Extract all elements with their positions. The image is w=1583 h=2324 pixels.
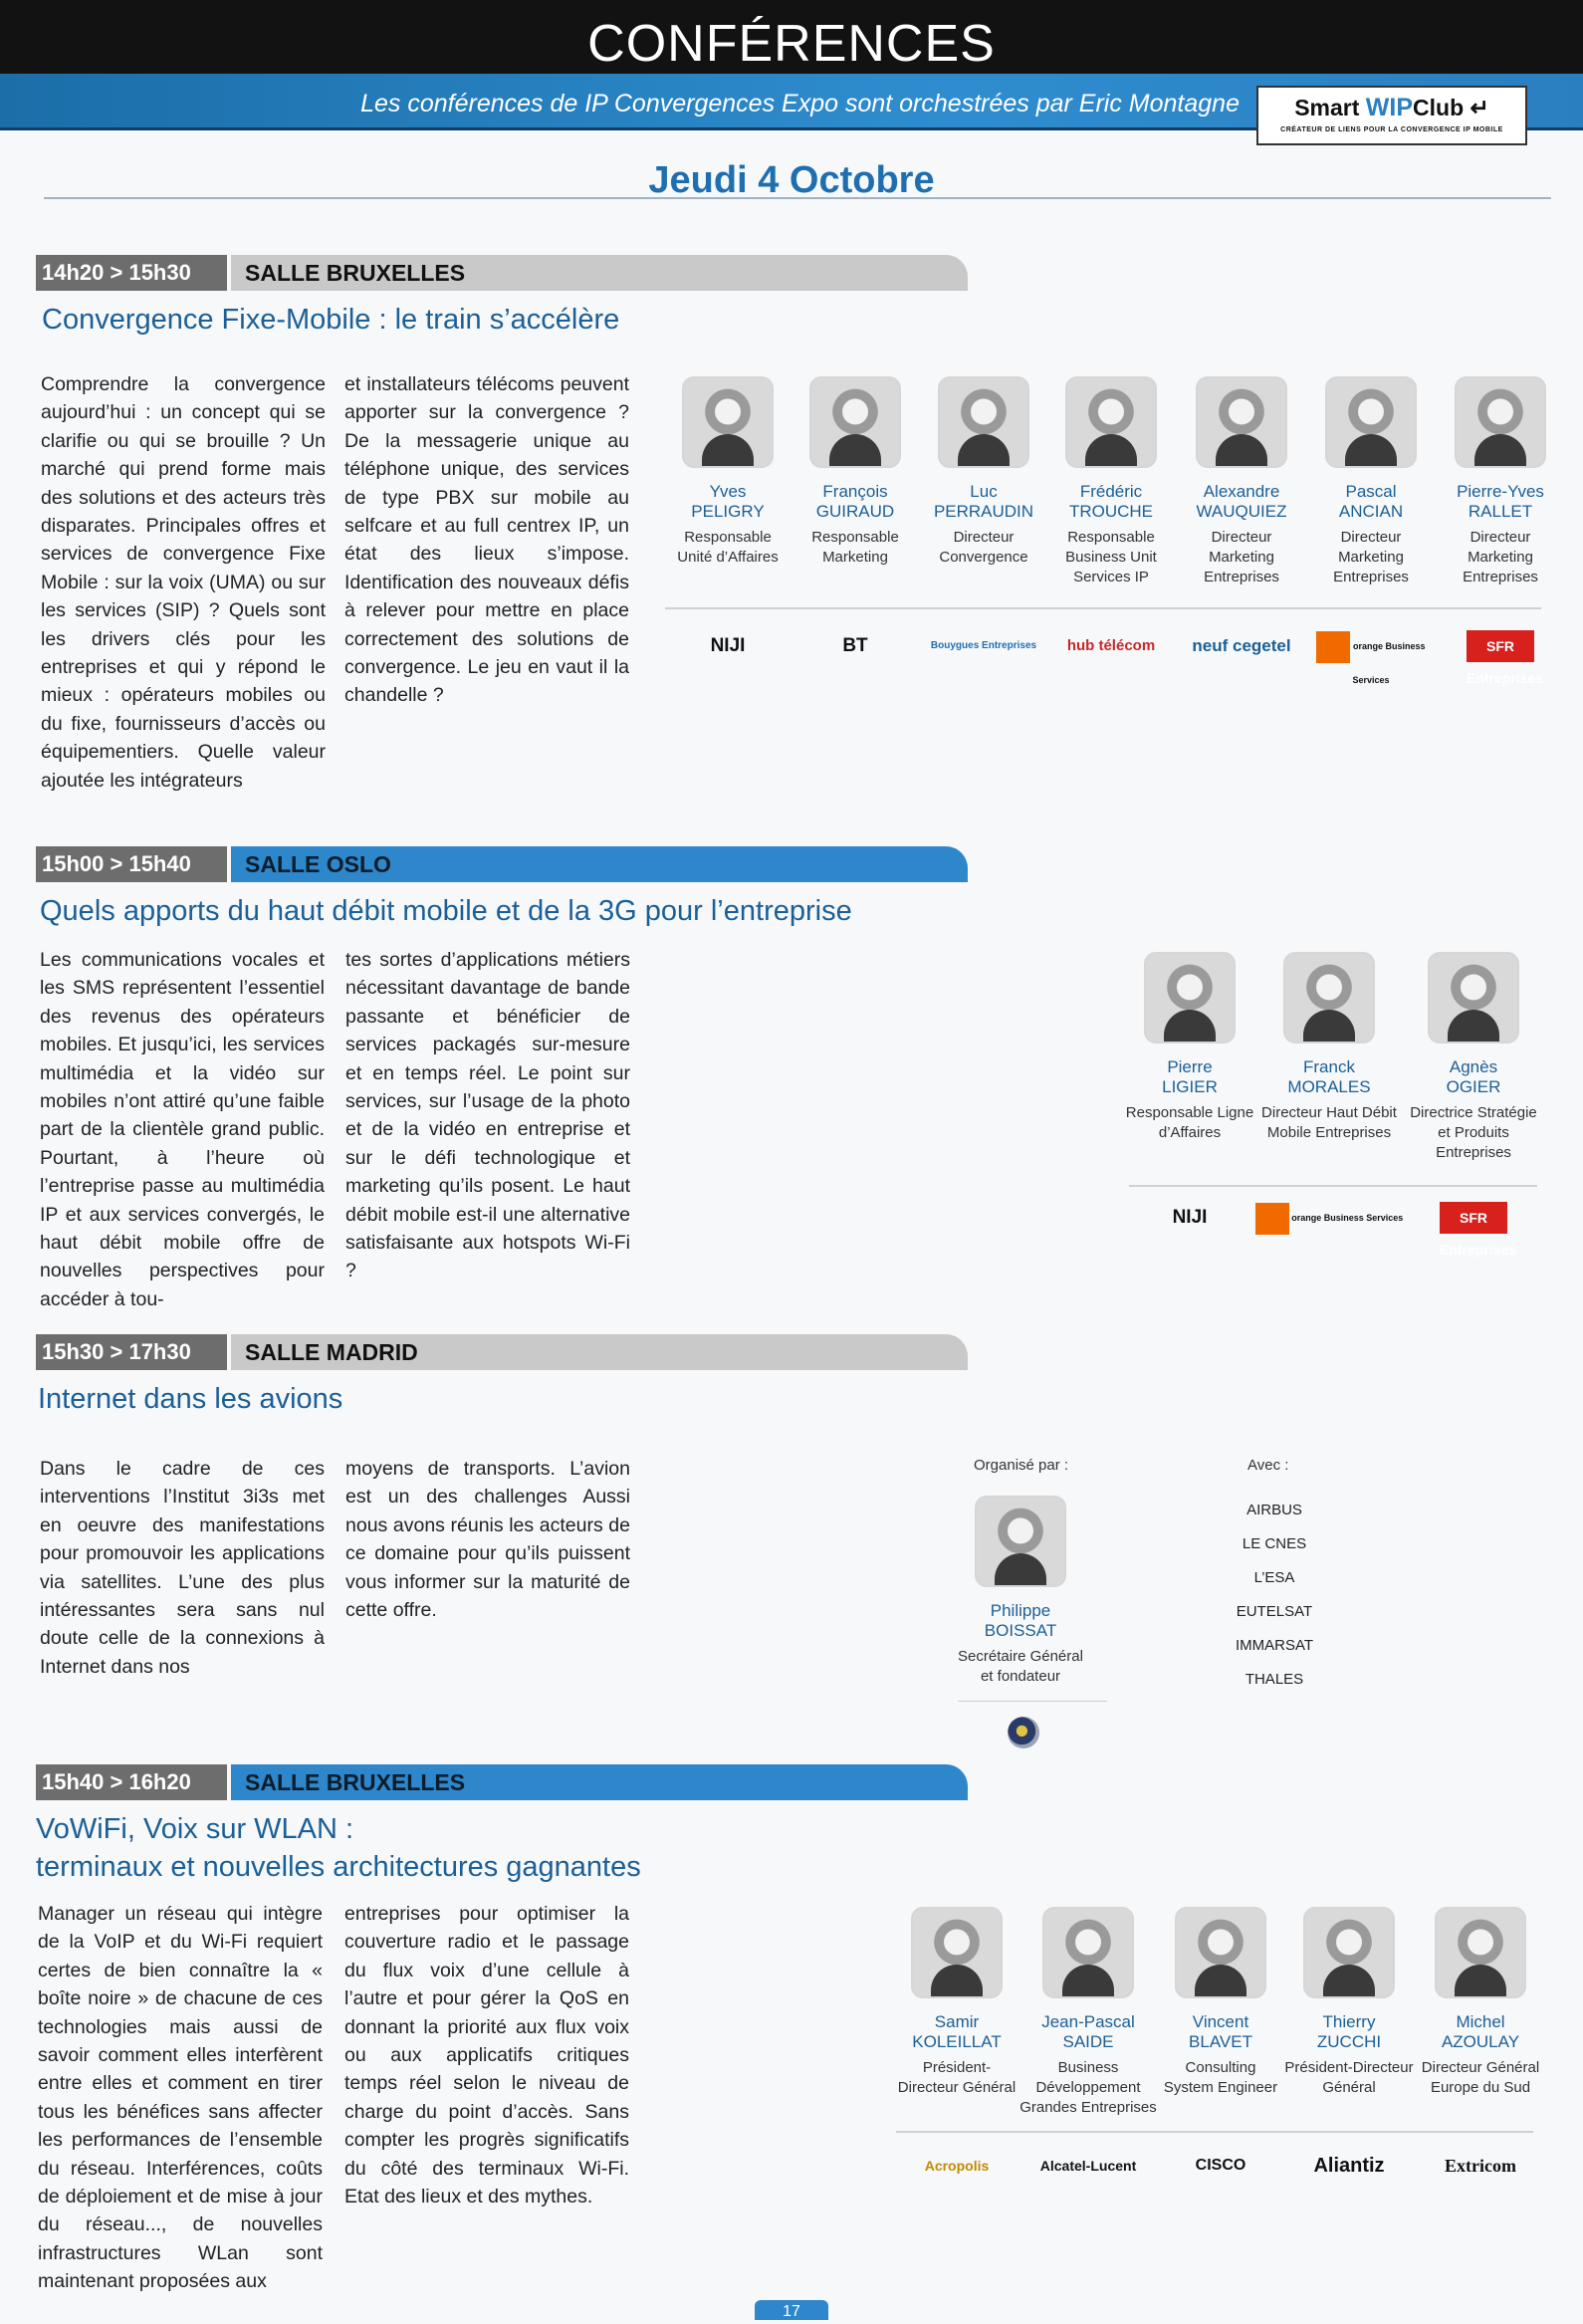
speaker-last-name: ANCIAN [1338,502,1404,521]
speaker-photo [1144,952,1236,1044]
partners-list [1175,1494,1374,1697]
acropolis-logo: Acropolis [924,2158,990,2174]
session-1-logos [667,629,1565,686]
session-title-line-2: terminaux et nouvelles architectures gagnantes [36,1851,641,1883]
speaker-photo [1325,376,1417,468]
session-title: Internet dans les avions [38,1383,343,1415]
speaker-photo [911,1907,1003,1998]
with-label: Avec : [1247,1457,1289,1474]
cisco-logo: CISCO [1195,2157,1246,2174]
speaker-first-name: François [822,482,888,501]
partner-item: AIRBUS [1246,1502,1302,1518]
speaker-first-name: Pascal [1345,482,1397,501]
speaker-first-name: Samir [934,2012,980,2031]
speaker-last-name: SAIDE [1062,2032,1114,2051]
session-2-speakers [1125,952,1543,1163]
speaker-card [896,1907,1018,2118]
speaker-first-name: Philippe [990,1601,1051,1620]
speaker-card [1159,1907,1282,2118]
speaker-card [1177,376,1306,587]
session-4-logos [896,2149,1545,2183]
speaker-first-name: Michel [1456,2012,1505,2031]
speaker-role: Président-Directeur Général [1284,2059,1414,2096]
speaker-card [1436,376,1565,587]
3i3s-logo-icon [1008,1717,1039,1748]
session-room: SALLE BRUXELLES [231,255,968,291]
session-4 [36,1764,932,1886]
speaker-last-name: BOISSAT [984,1621,1057,1640]
neuf-cegetel-logo: neuf cegetel [1192,636,1291,655]
speaker-first-name: Franck [1303,1057,1355,1076]
aliantiz-logo: Aliantiz [1313,2155,1385,2177]
speaker-photo [938,376,1029,468]
speaker-role: Consulting System Engineer [1163,2059,1278,2096]
session-3-text-col-1: Dans le cadre de ces interventions l’Institut 3i3s met en oeuvre des manifestations pour promouvoir les applications via satellites. L’une des plus intéressantes sera sans nul doute celle de la connexions à Internet dans nos [40,1458,325,1678]
club-name-c: Club ↵ [1413,95,1489,120]
speaker-card [1125,952,1254,1163]
speaker-first-name: Luc [970,482,998,501]
speaker-role: Directeur Marketing Entreprises [1463,529,1538,585]
speaker-photo [1303,1907,1395,1998]
organiser-divider [958,1701,1107,1702]
logos-divider [665,607,1541,609]
alcatel-lucent-logo: Alcatel-Lucent [1039,2158,1137,2174]
speaker-first-name: Alexandre [1203,482,1280,501]
speaker-role: Responsable Business Unit Services IP [1065,529,1157,585]
speaker-first-name: Pierre-Yves [1457,482,1544,501]
speaker-photo [682,376,774,468]
speaker-card [789,376,922,587]
logos-divider [896,2131,1533,2133]
session-room: SALLE OSLO [231,846,968,882]
header-subtitle: Les conférences de IP Convergences Expo sont orchestrées par Eric Montagne [360,90,1240,117]
speaker-last-name: WAUQUIEZ [1196,502,1287,521]
page-number: 17 [755,2300,828,2320]
speaker-photo [1196,376,1287,468]
speaker-photo [1435,1907,1526,1998]
orange-square-icon [1255,1203,1289,1235]
speaker-last-name: MORALES [1287,1077,1371,1096]
speaker-card [1018,1907,1159,2118]
session-2 [36,846,932,930]
session-3-speakers [956,1496,1085,1687]
speaker-photo [1065,376,1157,468]
session-room: SALLE MADRID [231,1334,968,1370]
orange-square-icon [1316,631,1350,663]
niji-logo: NIJI [710,635,746,656]
speaker-last-name: ZUCCHI [1316,2032,1382,2051]
day-heading: Jeudi 4 Octobre [648,159,935,201]
speaker-role: Directeur Général Europe du Sud [1421,2059,1540,2096]
speaker-role: Secrétaire Général et fondateur [958,1648,1083,1685]
speaker-card [1254,952,1404,1163]
niji-logo: NIJI [1172,1207,1208,1228]
session-room: SALLE BRUXELLES [231,1764,968,1800]
speaker-first-name: Pierre [1167,1057,1213,1076]
speaker-photo [1455,376,1546,468]
speaker-card [1306,376,1436,587]
speaker-photo [1175,1907,1266,1998]
sfr-logo: SFR Entreprises [1436,629,1565,663]
partner-item: THALES [1244,1671,1304,1688]
speaker-card [1404,952,1543,1163]
speaker-role: Business Développement Grandes Entreprises [1019,2059,1157,2116]
session-time: 14h20 > 15h30 [36,255,227,291]
orange-logo: orange Business Services [1254,1201,1404,1235]
speaker-last-name: TROUCHE [1068,502,1154,521]
speaker-photo [1042,1907,1134,1998]
partner-item: LE CNES [1242,1535,1307,1552]
session-time: 15h30 > 17h30 [36,1334,227,1370]
extricom-logo: Extricom [1445,2156,1516,2176]
orange-logo: orange Business Services [1306,629,1436,663]
session-2-logos [1125,1201,1543,1258]
speaker-role: Responsable Marketing [811,529,899,566]
speaker-role: Directrice Stratégie et Produits Entreprises [1410,1104,1537,1161]
session-time: 15h40 > 16h20 [36,1764,227,1800]
session-1 [36,255,932,339]
organised-by-label: Organisé par : [974,1457,1069,1474]
speaker-last-name: LIGIER [1162,1077,1218,1096]
session-4-speakers [896,1907,1545,2118]
session-3 [36,1334,932,1418]
speaker-role: Président-Directeur Général [897,2059,1017,2096]
speaker-first-name: Thierry [1322,2012,1376,2031]
speaker-last-name: KOLEILLAT [912,2032,1002,2051]
session-title: VoWiFi, Voix sur WLAN : [36,1813,354,1845]
bt-logo: BT [842,635,868,656]
speaker-card [956,1496,1085,1687]
session-1-text-col-2: et installateurs télécoms peuvent apporter sur la convergence ? De la messagerie unique au téléphone unique, des services de type PBX sur mobile au selfcare et au full centrex IP, un état des lieux s’impose. Identification des nouveaux défis à relever pour mettre en place correctement des solutions de convergence. Le jeu en vaut il la chandelle ? [344,373,629,707]
speaker-first-name: Frédéric [1079,482,1143,501]
speaker-last-name: AZOULAY [1441,2032,1520,2051]
session-4-text-col-1: Manager un réseau qui intègre de la VoIP et du Wi-Fi requiert certes de bien connaître la « boîte noire » de chacune de ces technologies mais aussi de savoir comment elles interfèrent entre elles et comment en tirer tous les bénéfices sans affecter les performances de l’ensemble du réseau. Interférences, coûts de déploiement et de mise à jour du réseau..., de nouvelles infrastructures WLan sont maintenant proposées aux [38,1903,323,2293]
speaker-first-name: Yves [709,482,747,501]
speaker-photo [809,376,901,468]
speaker-first-name: Agnès [1449,1057,1498,1076]
hub-telecom-logo: hub télécom [1066,637,1156,654]
partner-item: EUTELSAT [1236,1603,1313,1620]
session-1-speakers [667,376,1565,587]
speaker-card [1045,376,1177,587]
club-name-b: WIP [1365,94,1414,121]
session-title: Convergence Fixe-Mobile : le train s’accélère [42,304,620,336]
speaker-card [667,376,789,587]
speaker-role: Responsable Unité d’Affaires [677,529,779,566]
speaker-role: Directeur Marketing Entreprises [1204,529,1279,585]
sfr-logo: SFR Entreprises [1404,1201,1543,1235]
speaker-last-name: OGIER [1446,1077,1501,1096]
session-title: Quels apports du haut débit mobile et de la 3G pour l’entreprise [40,895,852,927]
speaker-last-name: GUIRAUD [815,502,895,521]
speaker-photo [1283,952,1375,1044]
speaker-last-name: BLAVET [1189,2032,1252,2051]
partner-item: L’ESA [1253,1569,1295,1586]
club-tagline: CRÉATEUR DE LIENS POUR LA CONVERGENCE IP MOBILE [1280,126,1503,133]
session-2-text-col-2: tes sortes d’applications métiers nécessitant davantage de bande passante et bénéficier de services packagés sur-mesure et en temps réel. Le point sur services, sur l’usage de la photo et de la vidéo en entreprise et sur le défi technologique et marketing qu’ils posent. Le haut débit mobile est-il une alternative satisfaisante aux hotspots Wi-Fi ? [345,949,630,1282]
page-title: CONFÉRENCES [587,15,996,73]
speaker-first-name: Vincent [1192,2012,1249,2031]
speaker-card [1416,1907,1545,2118]
speaker-card [1282,1907,1416,2118]
session-3-text-col-2: moyens de transports. L’avion est un des challenges Aussi nous avons réunis les acteurs de ce domaine pour qu’ils puissent vous informer sur la maturité de cette offre. [345,1458,630,1622]
session-2-text-col-1: Les communications vocales et les SMS représentent l’essentiel des revenus des opérateurs mobiles. Et jusqu’ici, les services multimédia et la vidéo sur mobiles n’ont attiré qu’une faible part de la clientèle grand public. Pourtant, à l’heure où l’entreprise passe au multimédia IP et aux services convergés, le haut débit mobile offre de nouvelles perspectives pour accéder à tou- [40,949,325,1310]
speaker-last-name: RALLET [1468,502,1533,521]
partner-item: IMMARSAT [1235,1637,1314,1654]
speaker-last-name: PERRAUDIN [933,502,1034,521]
session-1-text-col-1: Comprendre la convergence aujourd’hui : un concept qui se clarifie ou qui se brouille ? Un marché qui prend forme mais des solutions et des acteurs très disparates. Principales offres et services de convergence Fixe Mobile : sur la voix (UMA) ou sur les services (SIP) ? Quels sont les drivers clés pour les entreprises et qui y répond le mieux : opérateurs mobiles ou du fixe, fournisseurs d’accès ou équipementiers. Quelle valeur ajoutée les intégrateurs [41,373,326,792]
speaker-photo [975,1496,1066,1587]
speaker-first-name: Jean-Pascal [1041,2012,1135,2031]
speaker-role: Directeur Marketing Entreprises [1333,529,1409,585]
smart-wip-club-logo [1256,86,1527,145]
speaker-photo [1428,952,1519,1044]
speaker-card [922,376,1045,587]
speaker-last-name: PELIGRY [691,502,765,521]
logos-divider [1129,1185,1537,1187]
club-name-a: Smart [1294,95,1366,120]
speaker-role: Directeur Convergence [939,529,1028,566]
bouygues-logo: Bouygues Entreprises [930,640,1037,651]
session-time: 15h00 > 15h40 [36,846,227,882]
speaker-role: Directeur Haut Débit Mobile Entreprises [1261,1104,1397,1141]
session-4-text-col-2: entreprises pour optimiser la couverture radio et le passage du flux voix d’une cellule à l’autre et pour gérer la QoS en donnant la priorité aux flux voix ou aux applicatifs critiques temps réel selon le niveau de charge du point d’accès. Sans compter les progrès significatifs du côté des terminaux Wi-Fi. Etat des lieux et des mythes. [344,1903,629,2208]
speaker-role: Responsable Ligne d’Affaires [1125,1104,1254,1141]
